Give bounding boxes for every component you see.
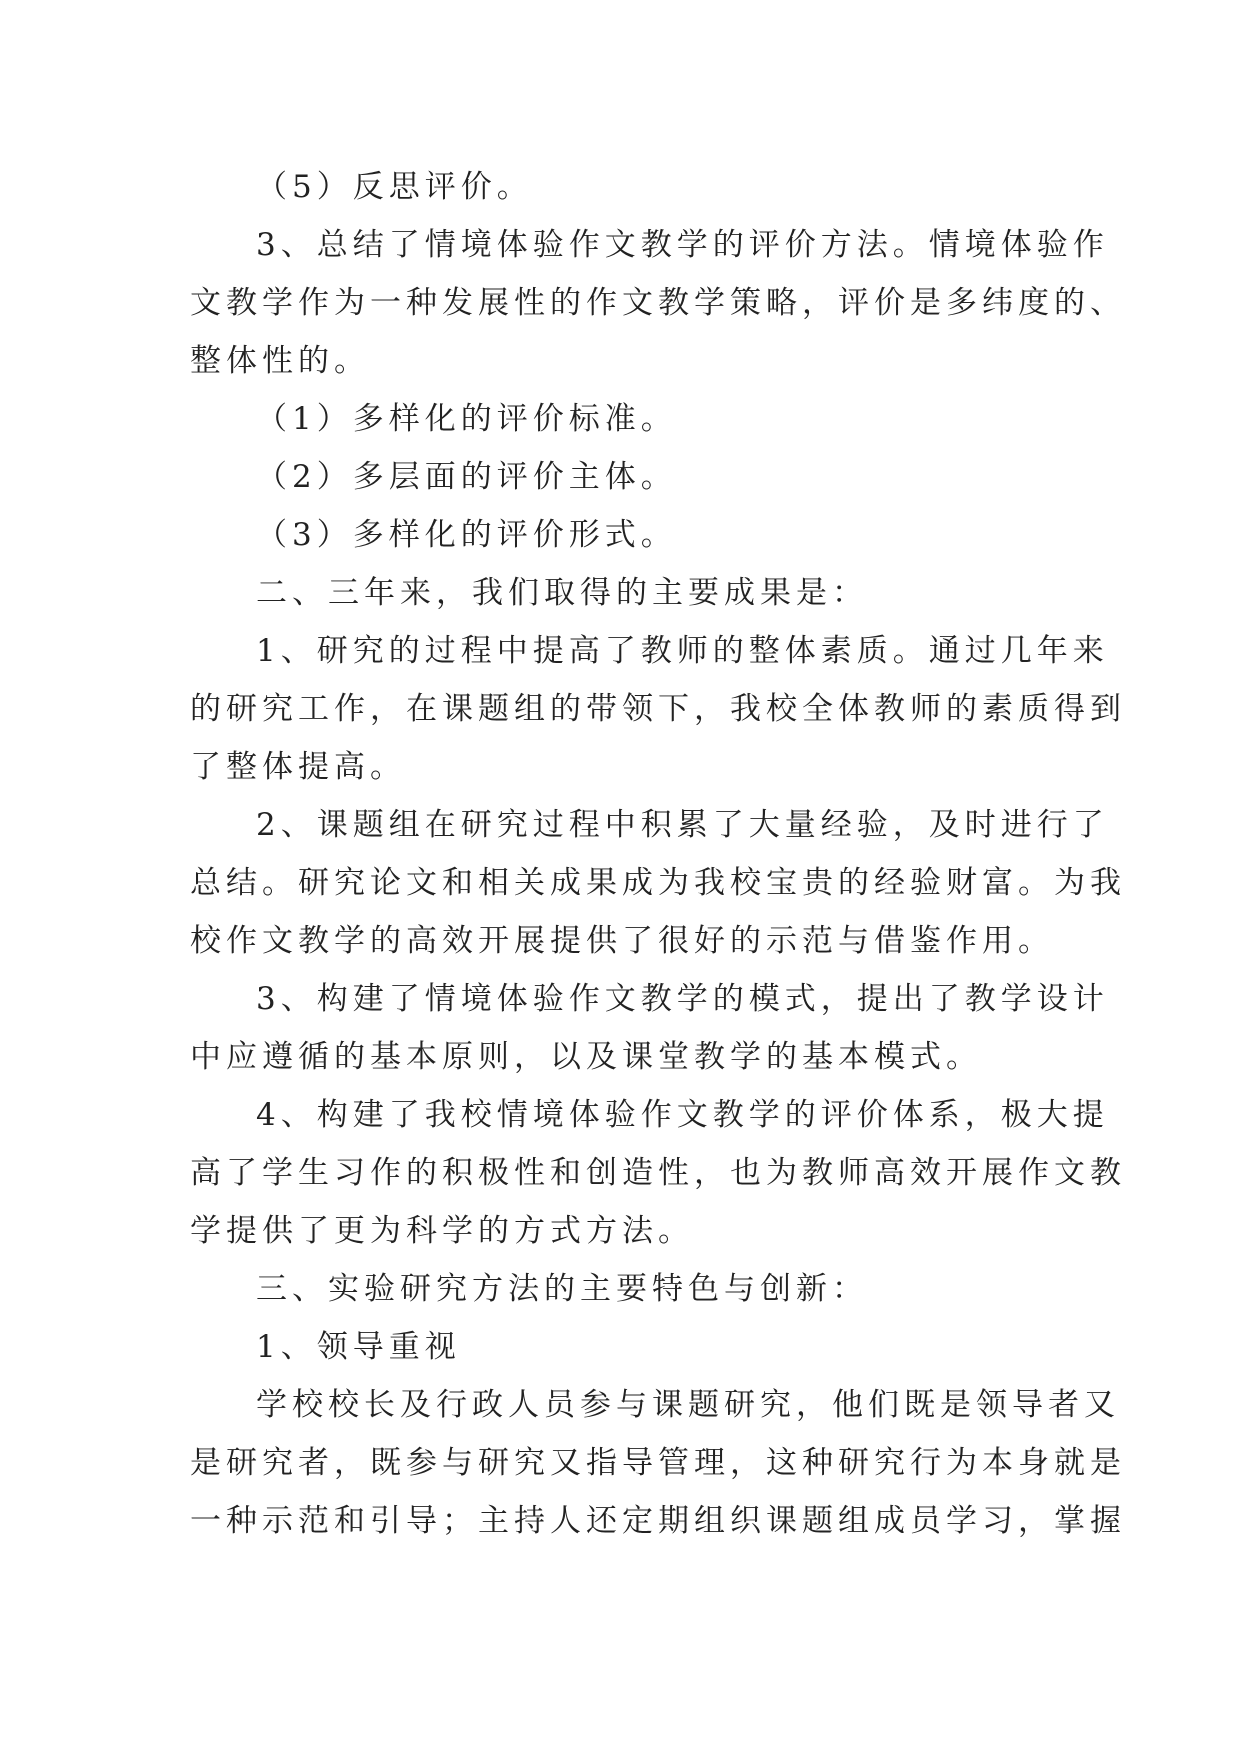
paragraph-line: 4、构建了我校情境体验作文教学的评价体系，极大提 [256,1097,1109,1133]
paragraph-line: 1、研究的过程中提高了教师的整体素质。通过几年来 [256,633,1109,669]
subsection-heading: 1、领导重视 [256,1329,461,1365]
section-heading: 三、实验研究方法的主要特色与创新： [256,1271,868,1307]
section-heading: 二、三年来，我们取得的主要成果是： [256,575,868,611]
paragraph-line: 是研究者，既参与研究又指导管理，这种研究行为本身就是 [190,1445,1126,1481]
paragraph-line: 的研究工作，在课题组的带领下，我校全体教师的素质得到 [190,691,1126,727]
paragraph-line: 了整体提高。 [190,749,406,785]
paragraph-line: 一种示范和引导；主持人还定期组织课题组成员学习，掌握 [190,1503,1126,1539]
paragraph-line: 高了学生习作的积极性和创造性，也为教师高效开展作文教 [190,1155,1126,1191]
list-item: （2）多层面的评价主体。 [256,459,677,495]
paragraph-line: 3、总结了情境体验作文教学的评价方法。情境体验作 [256,227,1109,263]
list-item: （3）多样化的评价形式。 [256,517,677,553]
paragraph-line: 校作文教学的高效开展提供了很好的示范与借鉴作用。 [190,923,1054,959]
paragraph-line: 整体性的。 [190,343,370,379]
paragraph-line: 学校校长及行政人员参与课题研究，他们既是领导者又 [256,1387,1120,1423]
paragraph-line: 3、构建了情境体验作文教学的模式，提出了教学设计 [256,981,1109,1017]
list-item-reflection: （5）反思评价。 [256,169,533,205]
paragraph-line: 2、课题组在研究过程中积累了大量经验，及时进行了 [256,807,1109,843]
paragraph-line: 中应遵循的基本原则，以及课堂教学的基本模式。 [190,1039,982,1075]
paragraph-line: 文教学作为一种发展性的作文教学策略，评价是多纬度的、 [190,285,1126,321]
document-body [190,158,1126,1550]
paragraph-line: 学提供了更为科学的方式方法。 [190,1213,694,1249]
paragraph-line: 总结。研究论文和相关成果成为我校宝贵的经验财富。为我 [190,865,1126,901]
list-item: （1）多样化的评价标准。 [256,401,677,437]
